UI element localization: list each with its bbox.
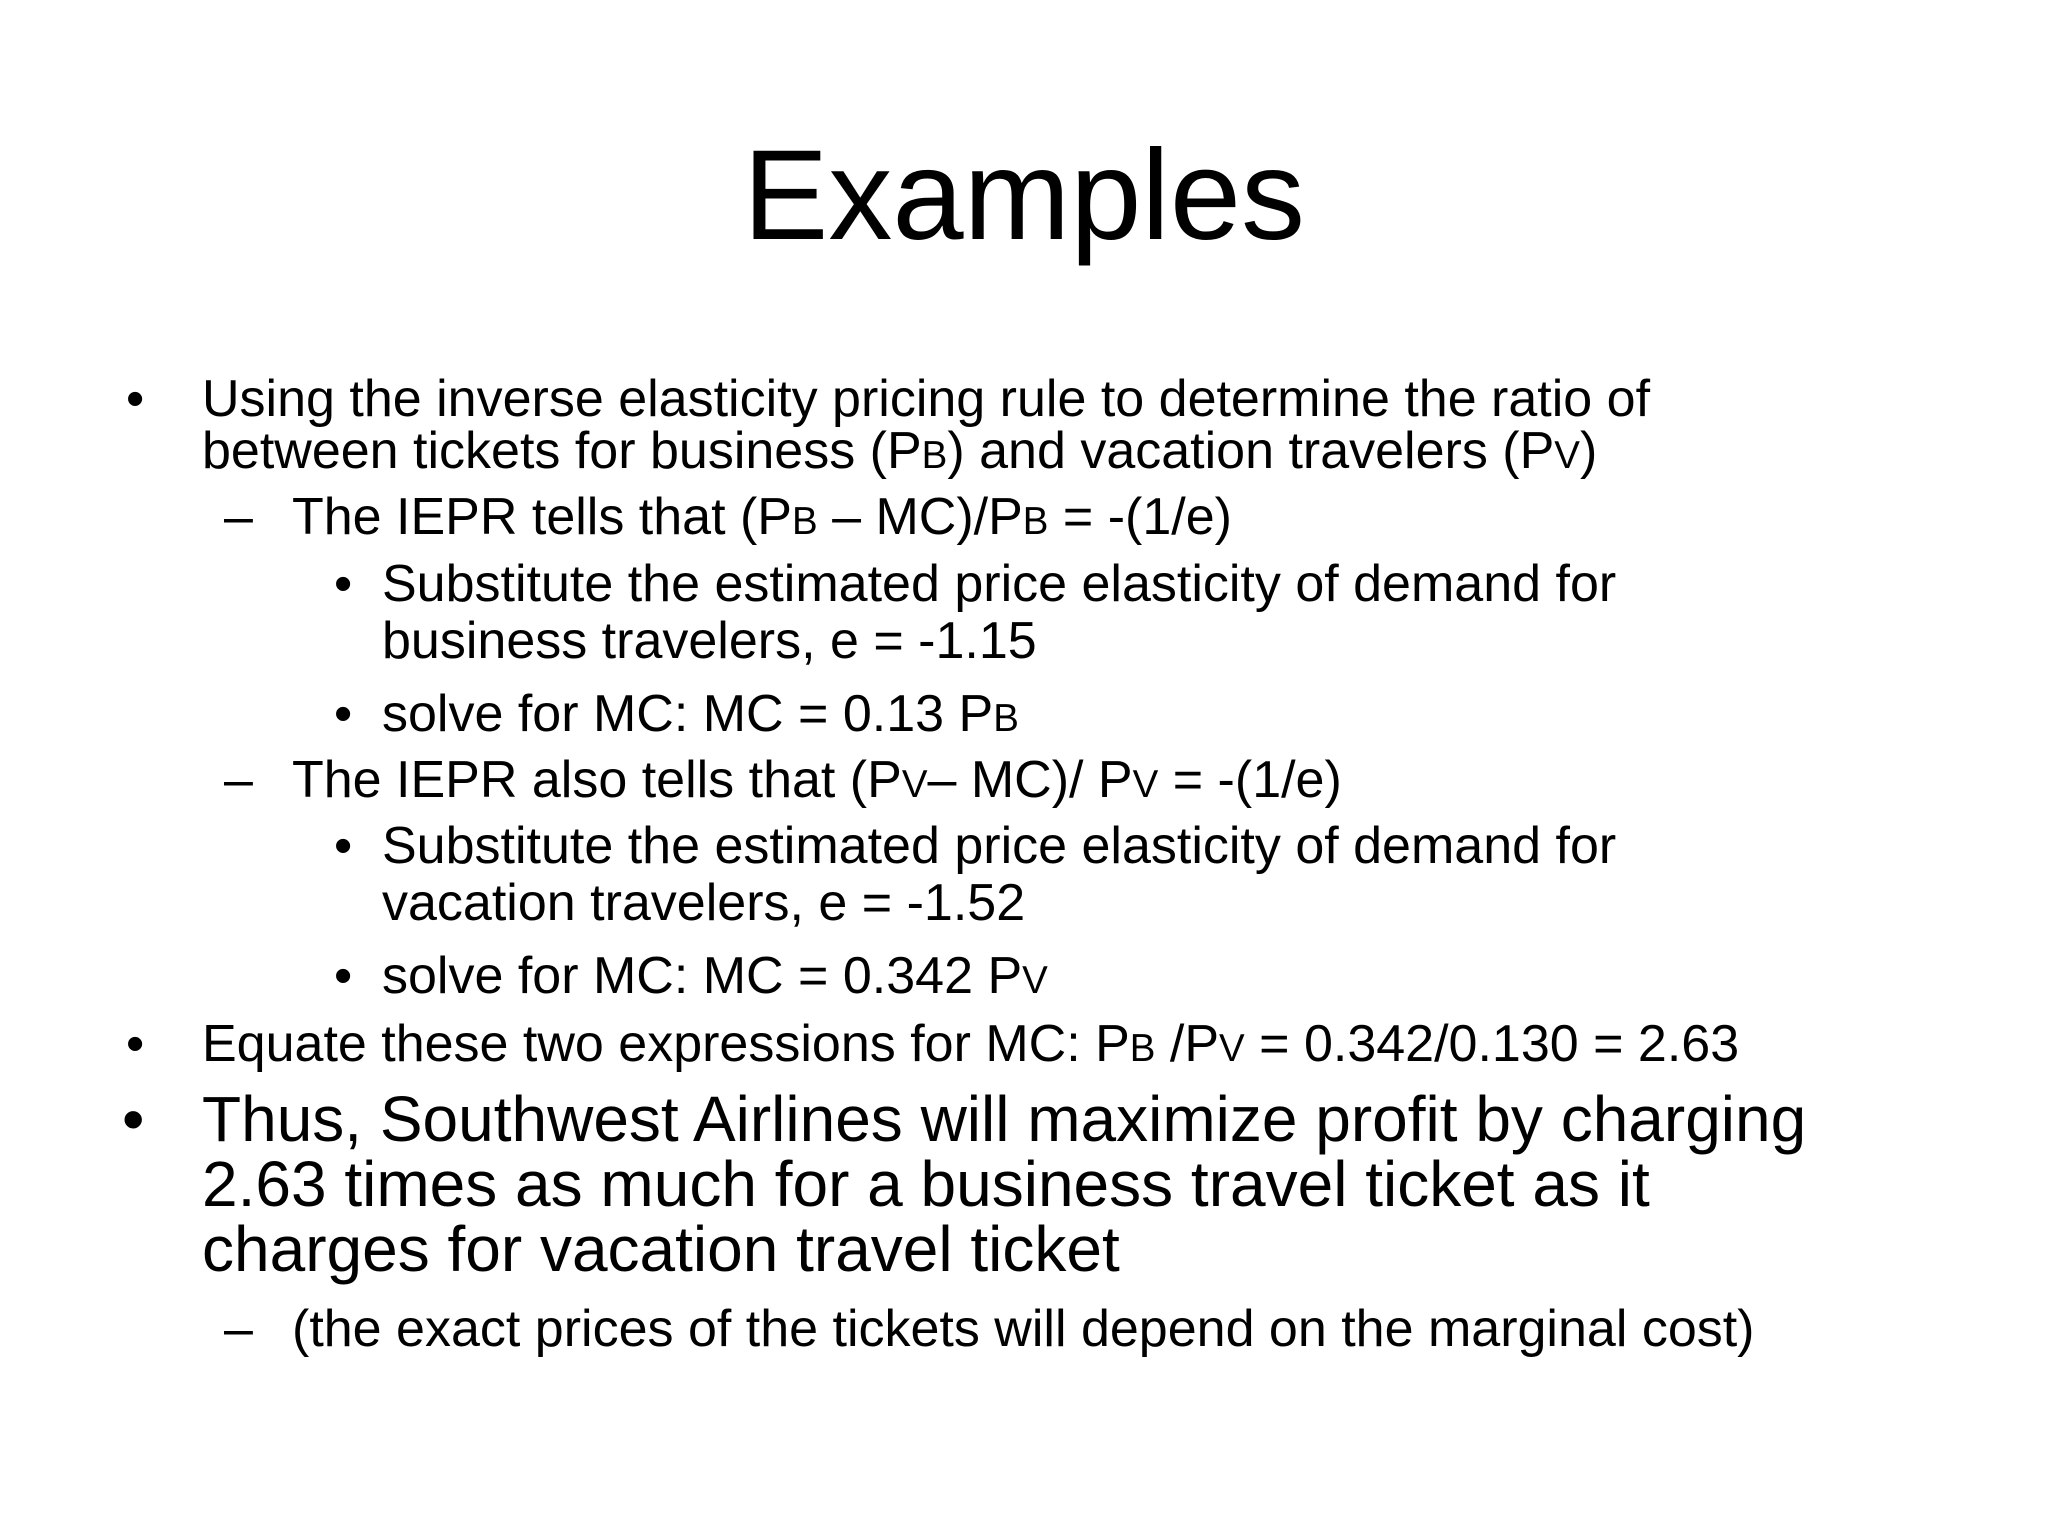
sub-point-line: The IEPR tells that (PB – MC)/PB = -(1/e) [292, 488, 1232, 546]
detail-line: vacation travelers, e = -1.52 [382, 874, 1026, 932]
bullet-marker: • [334, 555, 353, 613]
detail-line: Substitute the estimated price elasticity of demand for [382, 555, 1617, 613]
dash-marker: – [224, 488, 253, 546]
bullet-marker: • [126, 370, 145, 428]
detail-line: solve for MC: MC = 0.342 PV [382, 947, 1048, 1005]
detail-line: Substitute the estimated price elasticity of demand for [382, 817, 1617, 875]
detail-line: business travelers, e = -1.15 [382, 612, 1037, 670]
bullet-text-line: between tickets for business (PB) and vacation travelers (PV) [202, 422, 1598, 480]
sub-point-line: (the exact prices of the tickets will depend on the marginal cost) [292, 1300, 1755, 1358]
conclusion-line: Thus, Southwest Airlines will maximize profit by charging [202, 1083, 1807, 1155]
dash-marker: – [224, 1300, 253, 1358]
bullet-text-line: Using the inverse elasticity pricing rule to determine the ratio of [202, 370, 1651, 428]
conclusion-line: charges for vacation travel ticket [202, 1213, 1120, 1285]
slide-title: Examples [743, 124, 1305, 267]
dash-marker: – [224, 751, 253, 809]
sub-point-line: The IEPR also tells that (PV– MC)/ PV = -(1/e) [292, 751, 1342, 809]
bullet-marker: • [122, 1083, 145, 1155]
bullet-text-line: Equate these two expressions for MC: PB /PV = 0.342/0.130 = 2.63 [202, 1015, 1740, 1073]
conclusion-line: 2.63 times as much for a business travel ticket as it [202, 1148, 1650, 1220]
detail-line: solve for MC: MC = 0.13 PB [382, 685, 1019, 743]
bullet-marker: • [334, 685, 353, 743]
bullet-marker: • [126, 1015, 145, 1073]
bullet-marker: • [334, 947, 353, 1005]
bullet-marker: • [334, 817, 353, 875]
